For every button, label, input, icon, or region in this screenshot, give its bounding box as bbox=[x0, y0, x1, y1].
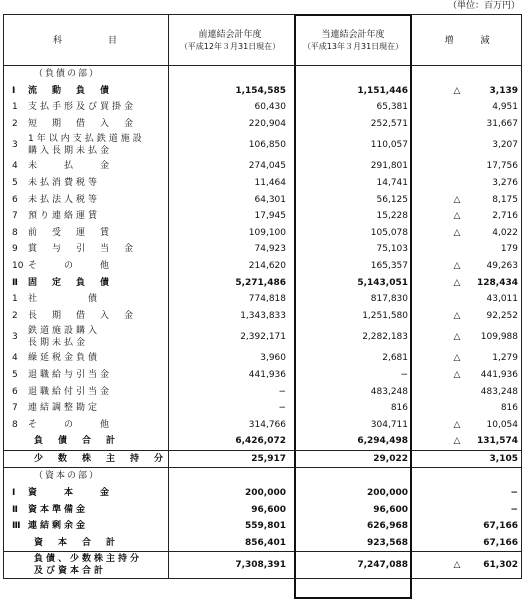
row-number: Ⅰ bbox=[12, 488, 16, 499]
table-row bbox=[4, 83, 521, 100]
current-year-value: 5,143,051 bbox=[357, 277, 408, 288]
current-year-value: 200,000 bbox=[367, 488, 408, 499]
row-number: 10 bbox=[12, 260, 24, 271]
change-value: 61,302 bbox=[483, 560, 518, 571]
prev-year-value: 1,343,833 bbox=[240, 310, 286, 321]
row-label: （負債の部） bbox=[34, 69, 101, 79]
row-label: 退職給付引当金 bbox=[28, 386, 113, 397]
change-value: 816 bbox=[500, 403, 518, 414]
row-number: 5 bbox=[12, 369, 18, 380]
table-row bbox=[4, 417, 521, 434]
prev-year-value: 1,154,585 bbox=[235, 85, 286, 96]
table-row bbox=[4, 241, 521, 258]
current-year-value: − bbox=[400, 369, 408, 380]
current-year-value: 6,294,498 bbox=[357, 436, 408, 447]
table-row bbox=[4, 132, 521, 158]
row-label: 流 動 負 債 bbox=[28, 85, 113, 96]
row-label: 賞 与 引 当 金 bbox=[28, 244, 137, 255]
decrease-mark: △ bbox=[453, 211, 461, 222]
prev-year-value: 214,620 bbox=[248, 260, 286, 271]
current-year-value: 252,571 bbox=[370, 118, 408, 129]
row-label: そ の 他 bbox=[28, 260, 113, 271]
current-year-value: 56,125 bbox=[376, 194, 408, 205]
current-year-value: 483,248 bbox=[370, 386, 408, 397]
table-row bbox=[4, 350, 521, 367]
row-number: 8 bbox=[12, 419, 18, 430]
unit-label: （単位：百万円） bbox=[447, 1, 520, 11]
current-year-value: 75,103 bbox=[376, 244, 408, 255]
prev-year-value: 441,936 bbox=[248, 369, 286, 380]
decrease-mark: △ bbox=[453, 260, 461, 271]
table-row bbox=[4, 175, 521, 192]
row-number: 5 bbox=[12, 177, 18, 188]
row-label: 短 期 借 入 金 bbox=[28, 118, 137, 129]
current-year-value: 816 bbox=[390, 403, 408, 414]
prev-year-value: 60,430 bbox=[254, 102, 286, 113]
change-value: 4,951 bbox=[492, 102, 518, 113]
change-value: 3,105 bbox=[489, 453, 518, 464]
row-label: 未払法人税等 bbox=[28, 194, 101, 205]
row-number: 9 bbox=[12, 244, 18, 255]
decrease-mark: △ bbox=[453, 194, 461, 205]
row-number: 3 bbox=[12, 332, 18, 343]
table-row bbox=[4, 158, 521, 175]
row-label: 資 本 金 bbox=[28, 488, 113, 499]
current-year-value: 1,151,446 bbox=[357, 85, 408, 96]
decrease-mark: △ bbox=[453, 332, 461, 343]
header-cur-title: 当連結会計年度 bbox=[321, 30, 385, 40]
decrease-mark: △ bbox=[453, 277, 461, 288]
change-value: 3,139 bbox=[489, 85, 518, 96]
current-year-value: 7,247,088 bbox=[357, 560, 408, 571]
header-prev-title: 前連結会計年度 bbox=[198, 30, 262, 40]
row-label: 鉄道施設購入 長期未払金 bbox=[28, 326, 101, 349]
row-number: 2 bbox=[12, 118, 18, 129]
current-year-value: 96,600 bbox=[373, 504, 408, 515]
change-value: 8,175 bbox=[492, 194, 518, 205]
row-label: そ の 他 bbox=[28, 419, 113, 430]
prev-year-value: 64,301 bbox=[254, 194, 286, 205]
row-number: 4 bbox=[12, 353, 18, 364]
prev-year-value: 856,401 bbox=[245, 537, 286, 548]
header-cur-date: （平成13年３月31日現在） bbox=[302, 42, 404, 51]
table-row bbox=[4, 433, 521, 450]
row-label: （資本の部） bbox=[34, 471, 101, 482]
change-value: 441,936 bbox=[480, 369, 518, 380]
current-year-value: 923,568 bbox=[367, 537, 408, 548]
row-number: 7 bbox=[12, 403, 18, 414]
row-label: 預り連絡運賃 bbox=[28, 211, 101, 222]
decrease-mark: △ bbox=[453, 419, 461, 430]
table-row bbox=[4, 225, 521, 242]
decrease-mark: △ bbox=[453, 560, 461, 571]
current-year-value: 165,357 bbox=[370, 260, 408, 271]
change-value: − bbox=[510, 488, 518, 499]
prev-year-value: 559,801 bbox=[245, 521, 286, 532]
prev-year-value: 220,904 bbox=[248, 118, 286, 129]
row-label: 負 債 合 計 bbox=[34, 436, 119, 447]
row-number: 4 bbox=[12, 161, 18, 172]
table-row bbox=[4, 291, 521, 308]
table-row bbox=[4, 450, 521, 468]
table-row bbox=[4, 502, 521, 519]
table-body bbox=[4, 66, 521, 578]
prev-year-value: 3,960 bbox=[260, 353, 286, 364]
prev-year-value: 6,426,072 bbox=[235, 436, 286, 447]
row-number: 8 bbox=[12, 227, 18, 238]
table-row bbox=[4, 384, 521, 401]
row-label: 少 数 株 主 持 分 bbox=[34, 453, 167, 464]
row-label: 支払手形及び買掛金 bbox=[28, 102, 137, 113]
prev-year-value: 109,100 bbox=[248, 227, 286, 238]
prev-year-value: 17,945 bbox=[254, 211, 286, 222]
change-value: 128,434 bbox=[477, 277, 518, 288]
table-row bbox=[4, 485, 521, 502]
prev-year-value: 106,850 bbox=[248, 140, 286, 151]
header-prev-date: （平成12年３月31日現在） bbox=[179, 42, 281, 51]
table-row bbox=[4, 367, 521, 384]
change-value: 67,166 bbox=[483, 537, 518, 548]
prev-year-value: 5,271,486 bbox=[235, 277, 286, 288]
row-label: 資本準備金 bbox=[28, 504, 89, 515]
decrease-mark: △ bbox=[453, 436, 461, 447]
table-row bbox=[4, 308, 521, 325]
decrease-mark: △ bbox=[453, 85, 461, 96]
row-label: 社 債 bbox=[28, 294, 101, 305]
row-label: 繰延税金負債 bbox=[28, 353, 101, 364]
prev-year-value: 11,464 bbox=[254, 177, 286, 188]
prev-year-value: − bbox=[278, 386, 286, 397]
change-value: 49,263 bbox=[486, 260, 518, 271]
decrease-mark: △ bbox=[453, 310, 461, 321]
decrease-mark: △ bbox=[453, 227, 461, 238]
current-year-value: 817,830 bbox=[370, 294, 408, 305]
row-number: Ⅰ bbox=[12, 85, 16, 96]
change-value: 10,054 bbox=[486, 419, 518, 430]
prev-year-value: − bbox=[278, 403, 286, 414]
row-label: 連結剰余金 bbox=[28, 521, 89, 532]
prev-year-value: 7,308,391 bbox=[235, 560, 286, 571]
prev-year-value: 774,818 bbox=[248, 294, 286, 305]
row-number: Ⅲ bbox=[12, 521, 21, 532]
row-label: 前 受 運 賃 bbox=[28, 227, 113, 238]
table-row bbox=[4, 467, 521, 485]
row-label: 資 本 合 計 bbox=[34, 537, 119, 548]
current-year-value: 2,282,183 bbox=[362, 332, 408, 343]
row-label: 未 払 金 bbox=[28, 161, 113, 172]
row-number: 1 bbox=[12, 294, 18, 305]
current-year-value: 65,381 bbox=[376, 102, 408, 113]
header-change: 増 減 bbox=[444, 36, 490, 46]
table-row bbox=[4, 66, 521, 83]
change-value: 3,207 bbox=[492, 140, 518, 151]
row-label: 負債、少数株主持分 及び資本合計 bbox=[34, 554, 143, 577]
current-year-value: 105,078 bbox=[370, 227, 408, 238]
row-label: 退職給与引当金 bbox=[28, 369, 113, 380]
prev-year-value: 314,766 bbox=[248, 419, 286, 430]
row-label: 長 期 借 入 金 bbox=[28, 310, 137, 321]
change-value: 179 bbox=[500, 244, 518, 255]
row-number: Ⅱ bbox=[12, 504, 18, 515]
balance-sheet-table bbox=[3, 14, 522, 579]
row-label: 固 定 負 債 bbox=[28, 277, 113, 288]
table-header bbox=[4, 15, 521, 66]
table-row bbox=[4, 258, 521, 275]
change-value: 1,279 bbox=[492, 353, 518, 364]
current-year-value: 626,968 bbox=[367, 521, 408, 532]
row-number: 3 bbox=[12, 140, 18, 151]
prev-year-value: 96,600 bbox=[251, 504, 286, 515]
table-row bbox=[4, 99, 521, 116]
prev-year-value: 274,045 bbox=[248, 161, 286, 172]
change-value: − bbox=[510, 504, 518, 515]
current-year-value: 14,741 bbox=[376, 177, 408, 188]
table-row bbox=[4, 535, 521, 552]
table-row bbox=[4, 208, 521, 225]
prev-year-value: 74,923 bbox=[254, 244, 286, 255]
table-row bbox=[4, 192, 521, 209]
change-value: 67,166 bbox=[483, 521, 518, 532]
change-value: 31,667 bbox=[486, 118, 518, 129]
table-row bbox=[4, 400, 521, 417]
decrease-mark: △ bbox=[453, 353, 461, 364]
row-number: 1 bbox=[12, 102, 18, 113]
table-row bbox=[4, 518, 521, 535]
row-number: 7 bbox=[12, 211, 18, 222]
change-value: 43,011 bbox=[486, 294, 518, 305]
row-label: 1年以内支払鉄道施設 購入長期未払金 bbox=[28, 134, 145, 157]
change-value: 4,022 bbox=[492, 227, 518, 238]
header-item: 科 目 bbox=[52, 36, 119, 46]
table-row bbox=[4, 116, 521, 133]
change-value: 2,716 bbox=[492, 211, 518, 222]
change-value: 483,248 bbox=[480, 386, 518, 397]
row-number: 6 bbox=[12, 386, 18, 397]
decrease-mark: △ bbox=[453, 369, 461, 380]
current-year-value: 304,711 bbox=[370, 419, 408, 430]
current-year-value: 291,801 bbox=[370, 161, 408, 172]
change-value: 92,252 bbox=[486, 310, 518, 321]
change-value: 17,756 bbox=[486, 161, 518, 172]
change-value: 131,574 bbox=[477, 436, 518, 447]
current-year-value: 15,228 bbox=[376, 211, 408, 222]
change-value: 109,988 bbox=[480, 332, 518, 343]
table-row bbox=[4, 275, 521, 292]
current-year-value: 1,251,580 bbox=[362, 310, 408, 321]
row-label: 連結調整勘定 bbox=[28, 403, 101, 414]
current-year-value: 29,022 bbox=[373, 453, 408, 464]
prev-year-value: 200,000 bbox=[245, 488, 286, 499]
prev-year-value: 25,917 bbox=[251, 453, 286, 464]
current-year-value: 110,057 bbox=[370, 140, 408, 151]
row-number: 2 bbox=[12, 310, 18, 321]
prev-year-value: 2,392,171 bbox=[240, 332, 286, 343]
current-year-value: 2,681 bbox=[382, 353, 408, 364]
row-number: Ⅱ bbox=[12, 277, 18, 288]
row-label: 未払消費税等 bbox=[28, 177, 101, 188]
row-number: 6 bbox=[12, 194, 18, 205]
table-row bbox=[4, 324, 521, 350]
table-row bbox=[4, 551, 521, 578]
change-value: 3,276 bbox=[492, 177, 518, 188]
